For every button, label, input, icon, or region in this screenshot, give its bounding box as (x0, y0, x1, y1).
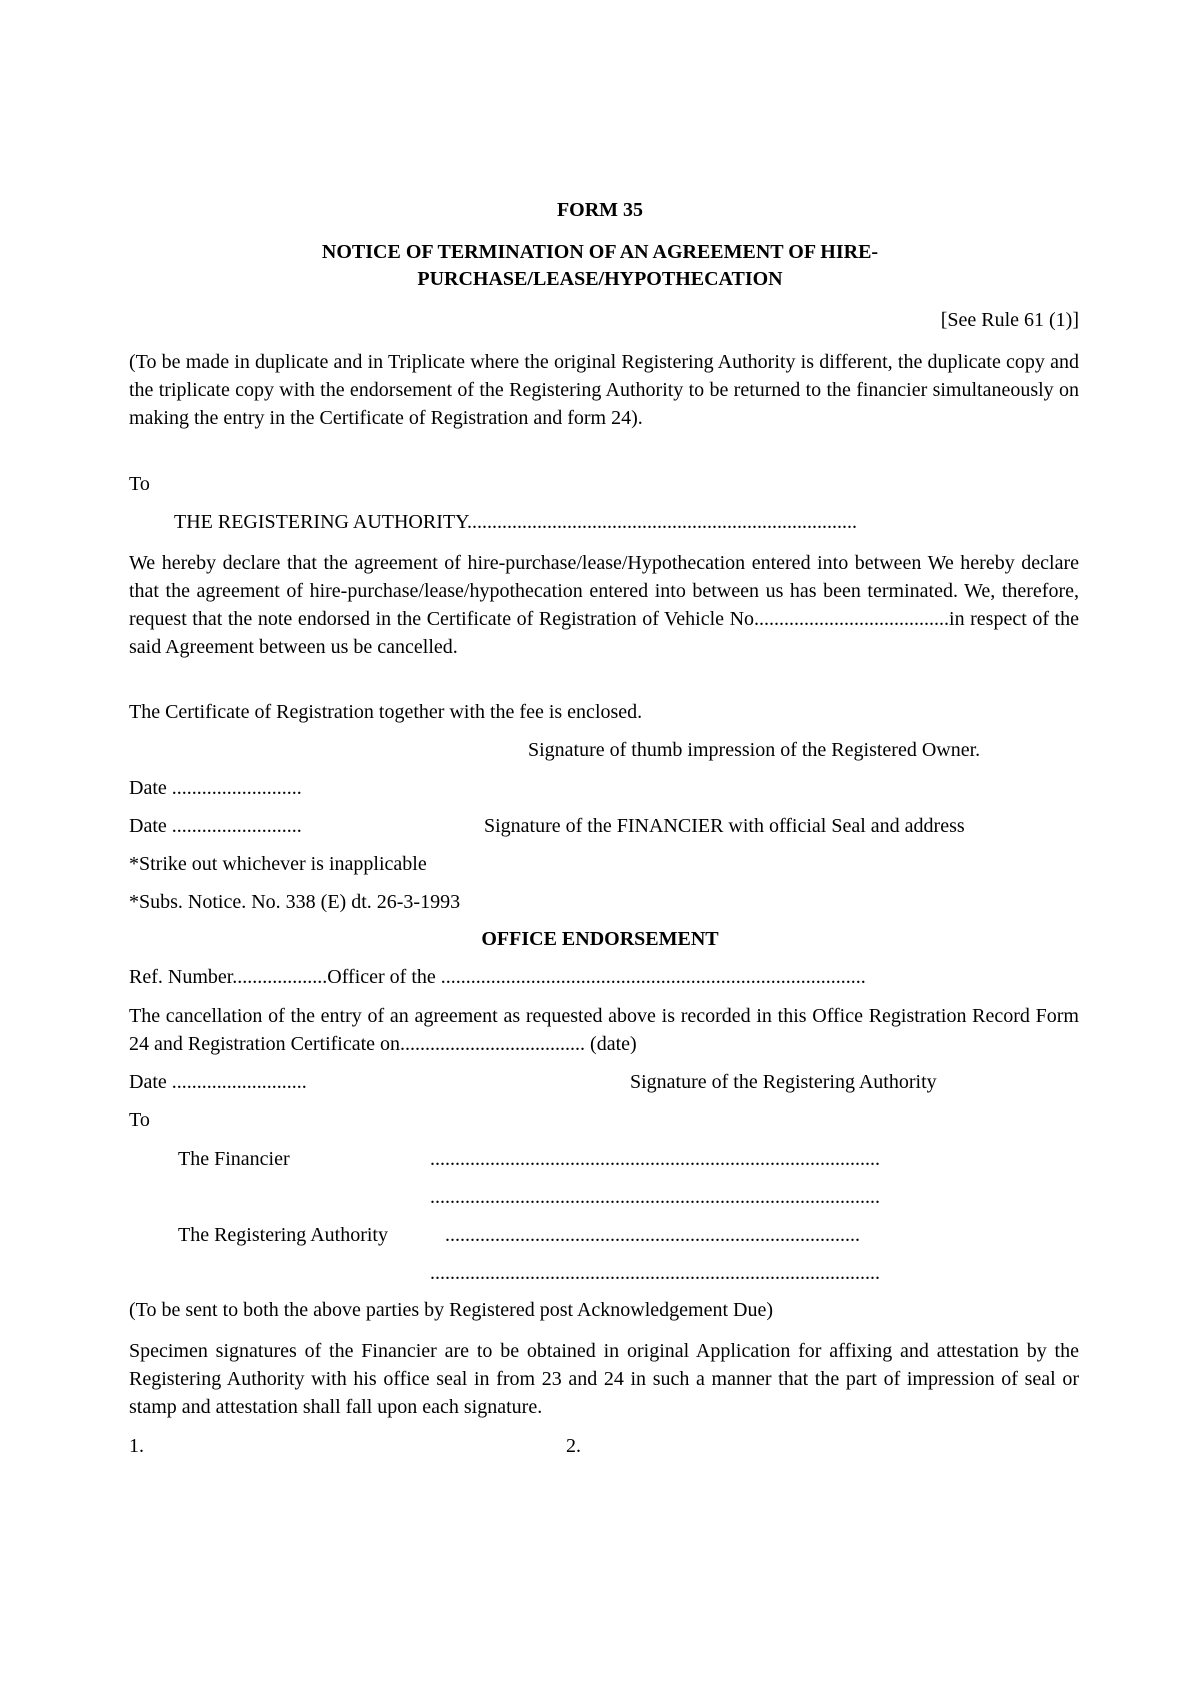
dispatch-note: (To be sent to both the above parties by Registered post Acknowledgement Due) (129, 1299, 773, 1321)
form-title-line2: PURCHASE/LEASE/HYPOTHECATION (417, 268, 783, 290)
financier-signature-label: Signature of the FINANCIER with official Seal and address (484, 815, 965, 837)
signature-slot-2: 2. (566, 1435, 581, 1457)
enclosure-statement: The Certificate of Registration together with the fee is enclosed. (129, 701, 643, 723)
financier-label: The Financier (178, 1148, 290, 1170)
endorsement-date-field: Date ........................... (129, 1071, 307, 1093)
office-endorsement-heading: OFFICE ENDORSEMENT (481, 928, 719, 950)
specimen-signature-paragraph: Specimen signatures of the Financier are to be obtained in original Application for affixing and attestation by the Registering Authority with his office seal in from 23 and 24 in such a manner that the part of impression of seal or stamp and attestation shall fall upon each signature. (129, 1340, 1079, 1418)
authority-address-line-2: .......................................................................................... (430, 1262, 880, 1284)
owner-signature-label: Signature of thumb impression of the Registered Owner. (528, 739, 981, 761)
cancellation-paragraph: The cancellation of the entry of an agreement as requested above is recorded in this Office Registration Record Form 24 and Registration Certificate on..................................... (date) (129, 1005, 1079, 1055)
footnote-subs-notice: *Subs. Notice. No. 338 (E) dt. 26-3-1993 (129, 891, 461, 913)
instruction-paragraph: (To be made in duplicate and in Triplicate where the original Registering Authority is different, the duplicate copy and the triplicate copy with the endorsement of the Registering Authority to be returned to the financier simultaneously on making the entry in the Certificate of Registration and form 24). (129, 351, 1079, 429)
registering-authority-label: The Registering Authority (178, 1224, 388, 1246)
footnote-strike-out: *Strike out whichever is inapplicable (129, 853, 427, 875)
form-title-line1: NOTICE OF TERMINATION OF AN AGREEMENT OF HIRE- (321, 241, 879, 263)
endorsement-to-label: To (129, 1109, 150, 1131)
authority-signature-label: Signature of the Registering Authority (630, 1071, 937, 1093)
date-field-2: Date .......................... (129, 815, 302, 837)
financier-address-line-2: .......................................................................................... (430, 1186, 880, 1208)
financier-address-line-1: .......................................................................................... (430, 1148, 880, 1170)
registering-authority-line: THE REGISTERING AUTHORITY.............................................................................. (174, 511, 857, 533)
ref-number-line: Ref. Number...................Officer of the ..................................................................................... (129, 966, 866, 988)
form-number: FORM 35 (556, 199, 644, 221)
authority-address-line-1: ................................................................................... (445, 1224, 860, 1246)
rule-reference: [See Rule 61 (1)] (940, 309, 1079, 331)
date-field-1: Date .......................... (129, 777, 302, 799)
declaration-paragraph: We hereby declare that the agreement of hire-purchase/lease/Hypothecation entered into between We hereby declare that the agreement of hire-purchase/lease/hypothecation entered into between us has been terminated. We, therefore, request that the note endorsed in the Certificate of Registration of Vehicle No.......................................in respect of the said Agreement between us be cancelled. (129, 552, 1079, 658)
to-label: To (129, 473, 150, 495)
signature-slot-1: 1. (129, 1435, 144, 1457)
